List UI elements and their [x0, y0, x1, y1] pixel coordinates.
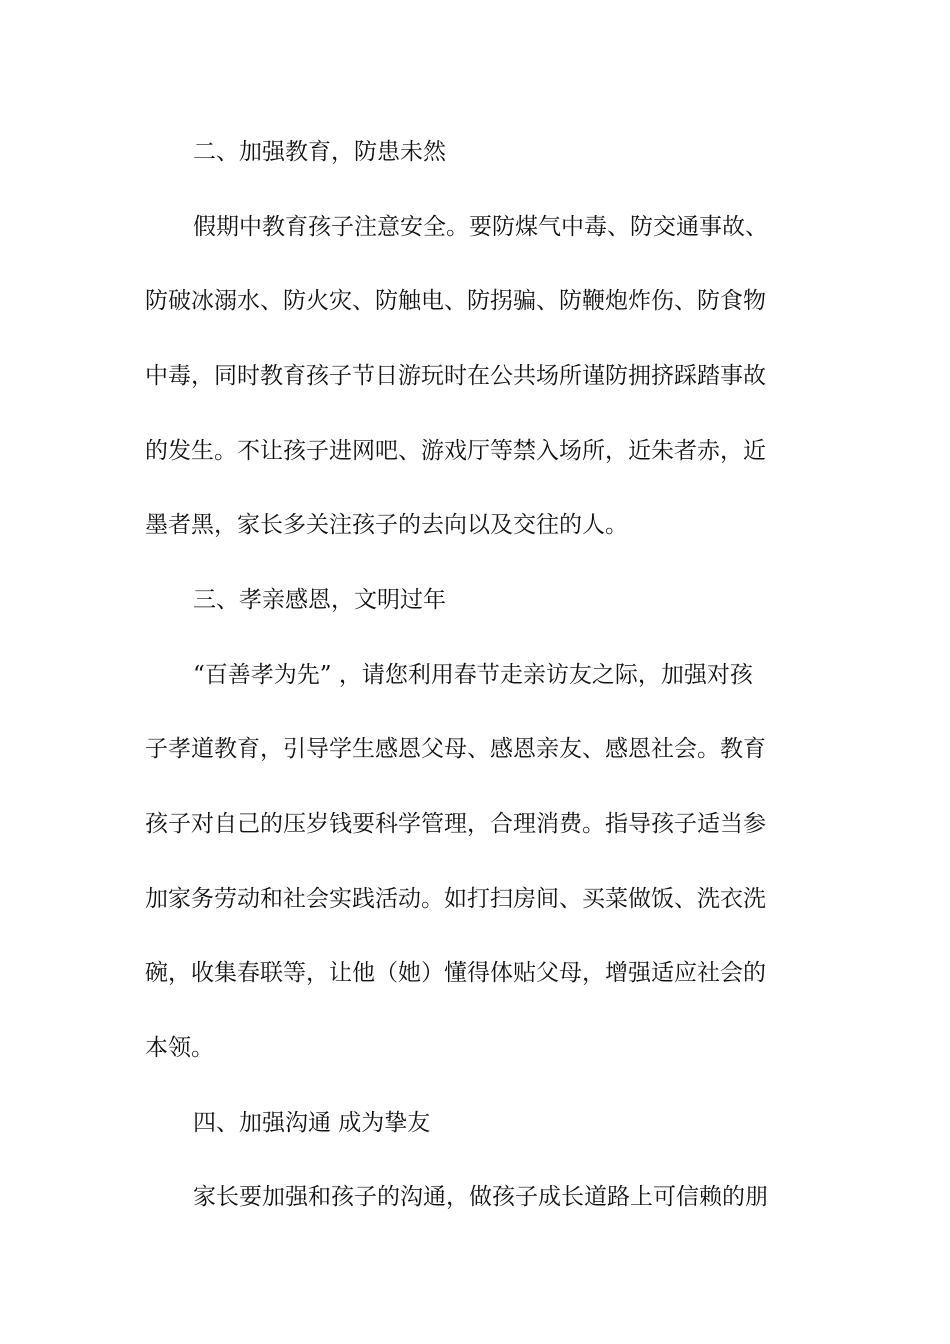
- paragraph-line: 加家务劳动和社会实践活动。如打扫房间、买菜做饭、洗衣洗: [145, 886, 766, 912]
- paragraph-line: “百善孝为先” ，请您利用春节走亲访友之际，加强对孩: [193, 662, 753, 688]
- paragraph-line: 的发生。不让孩子进网吧、游戏厅等禁入场所，近朱者赤，近: [145, 438, 766, 464]
- section-heading-2: 二、加强教育，防患未然: [193, 139, 446, 165]
- paragraph-line: 本领。: [145, 1035, 214, 1061]
- paragraph-line: 防破冰溺水、防火灾、防触电、防拐骗、防鞭炮炸伤、防食物: [145, 288, 766, 314]
- paragraph-line: 中毒，同时教育孩子节日游玩时在公共场所谨防拥挤踩踏事故: [145, 363, 766, 389]
- paragraph-line: 家长要加强和孩子的沟通，做孩子成长道路上可信赖的朋: [193, 1184, 768, 1210]
- section-heading-4: 四、加强沟通 成为挚友: [193, 1110, 431, 1136]
- paragraph-line: 孩子对自己的压岁钱要科学管理，合理消费。指导孩子适当参: [145, 811, 766, 837]
- paragraph-line: 墨者黑，家长多关注孩子的去向以及交往的人。: [145, 512, 628, 538]
- section-heading-3: 三、孝亲感恩，文明过年: [193, 587, 446, 613]
- paragraph-line: 假期中教育孩子注意安全。要防煤气中毒、防交通事故、: [193, 214, 768, 240]
- paragraph-line: 子孝道教育，引导学生感恩父母、感恩亲友、感恩社会。教育: [145, 736, 766, 762]
- paragraph-line: 碗，收集春联等，让他（她）懂得体贴父母，增强适应社会的: [145, 960, 766, 986]
